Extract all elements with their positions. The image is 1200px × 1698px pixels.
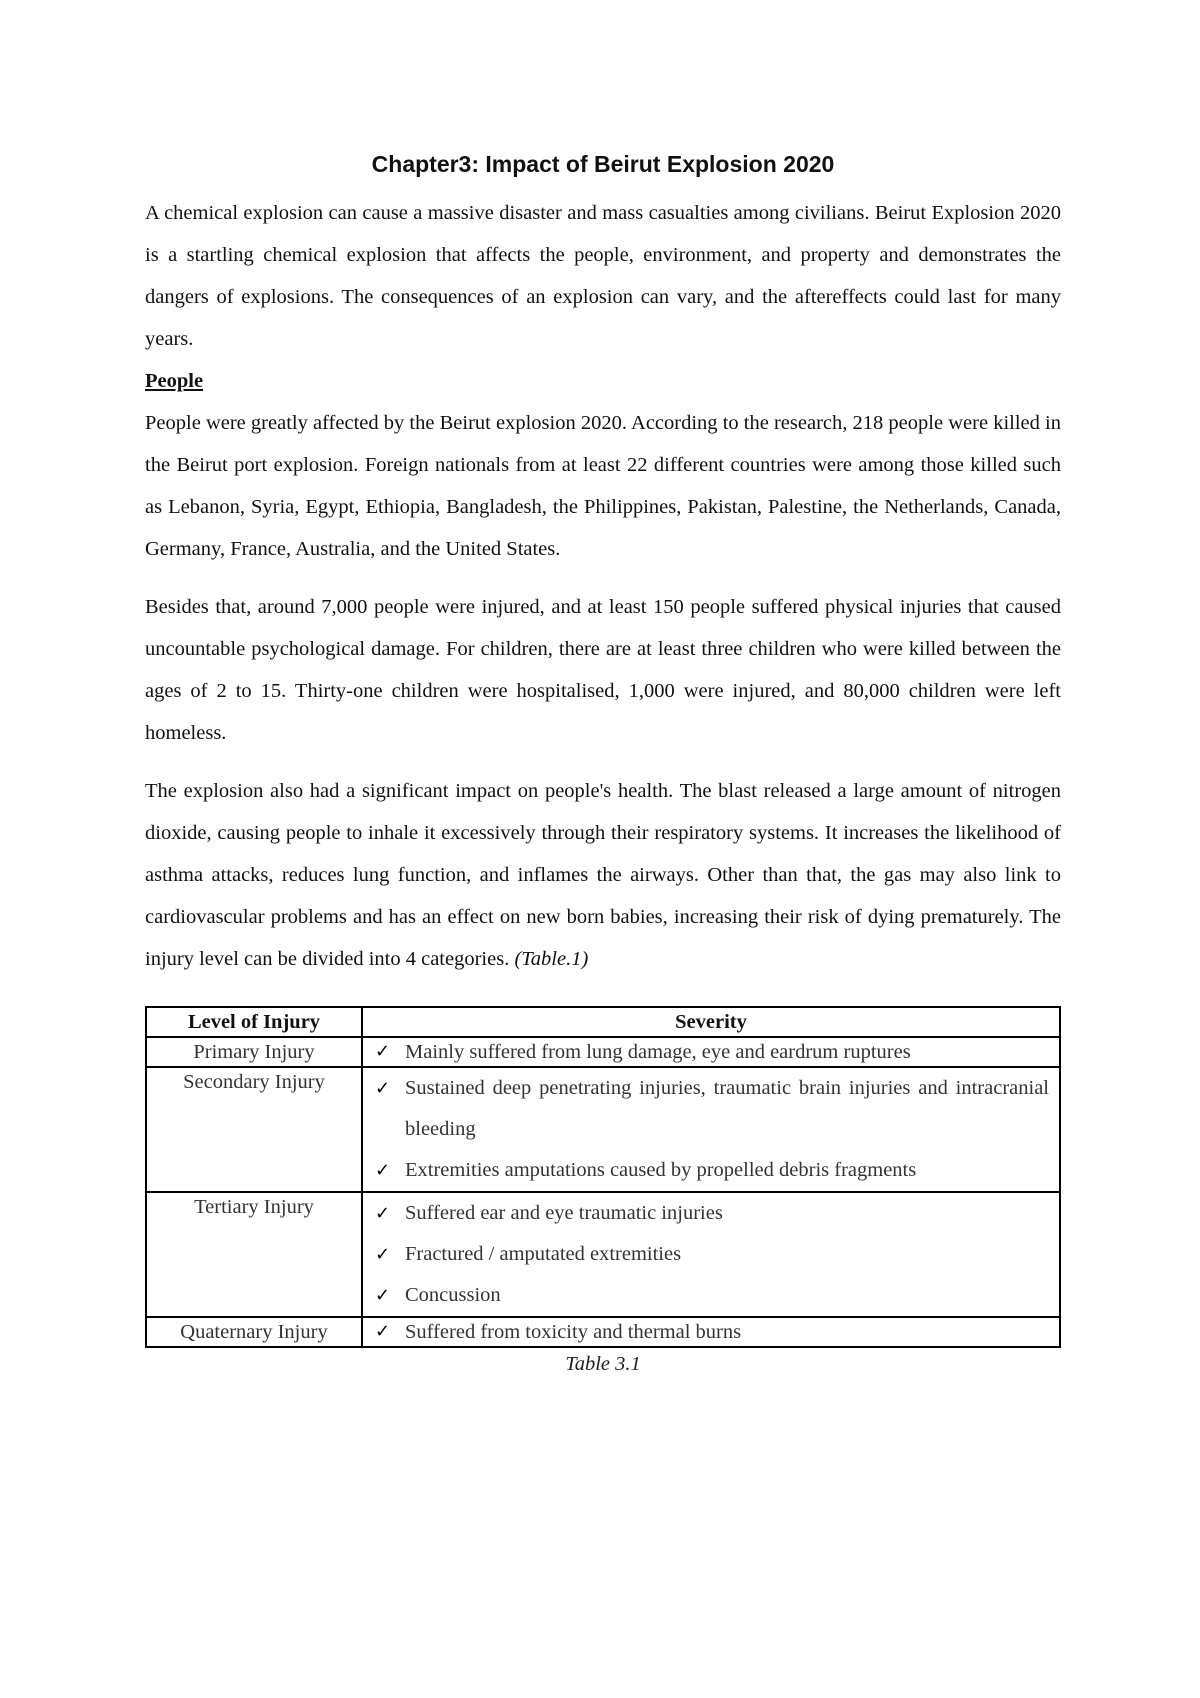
- checkmark-icon: ✓: [375, 1244, 391, 1265]
- injury-level-cell: Secondary Injury: [146, 1067, 362, 1192]
- table-row: [146, 1067, 1060, 1192]
- chapter-title: Chapter3: Impact of Beirut Explosion 2020: [371, 151, 835, 177]
- injury-level-cell: Tertiary Injury: [146, 1192, 362, 1317]
- severity-item-text: Suffered ear and eye traumatic injuries: [405, 1202, 723, 1224]
- people-paragraph-1: People were greatly affected by the Beirut explosion 2020. According to the research, 218 people were killed in the Beirut port explosion. Foreign nationals from at least 22 different countries were among those killed such as Lebanon, Syria, Egypt, Ethiopia, Bangladesh, the Philippines, Pakistan, Palestine, the Netherlands, Canada, Germany, France, Australia, and the United States.: [145, 412, 1061, 560]
- header-level-of-injury: Level of Injury: [146, 1007, 362, 1037]
- injury-level-table: [145, 1006, 1061, 1348]
- severity-item-text: Extremities amputations caused by propelled debris fragments: [405, 1159, 917, 1181]
- severity-item-text: Suffered from toxicity and thermal burns: [405, 1321, 742, 1343]
- checkmark-icon: ✓: [375, 1321, 391, 1342]
- severity-item: [375, 1318, 1049, 1346]
- checkmark-icon: ✓: [375, 1285, 391, 1306]
- severity-item: [375, 1150, 1049, 1191]
- table-row: [146, 1192, 1060, 1317]
- injury-level-cell: Quaternary Injury: [146, 1317, 362, 1347]
- checkmark-icon: ✓: [375, 1160, 391, 1181]
- checkmark-icon: ✓: [375, 1078, 391, 1099]
- severity-item-text: Fractured / amputated extremities: [405, 1243, 682, 1265]
- people-paragraph-2: Besides that, around 7,000 people were injured, and at least 150 people suffered physical injuries that caused uncountable psychological damage. For children, there are at least three children who were killed between the ages of 2 to 15. Thirty-one children were hospitalised, 1,000 were injured, and 80,000 children were left homeless.: [145, 596, 1061, 744]
- document-page: [145, 150, 1061, 1378]
- severity-item-text: Mainly suffered from lung damage, eye and eardrum ruptures: [405, 1041, 911, 1063]
- table-reference: (Table.1): [514, 948, 589, 970]
- severity-item: [375, 1068, 1049, 1150]
- checkmark-icon: ✓: [375, 1203, 391, 1224]
- table-header-row: [146, 1007, 1060, 1037]
- severity-item: [375, 1038, 1049, 1066]
- severity-item: [375, 1193, 1049, 1234]
- table-row: [146, 1037, 1060, 1067]
- severity-cell: [362, 1192, 1060, 1317]
- severity-item: [375, 1275, 1049, 1316]
- severity-cell: [362, 1317, 1060, 1347]
- people-paragraph-3-text: The explosion also had a significant impact on people's health. The blast released a large amount of nitrogen dioxide, causing people to inhale it excessively through their respiratory systems. It increases the likelihood of asthma attacks, reduces lung function, and inflames the airways. Other than that, the gas may also link to cardiovascular problems and has an effect on new born babies, increasing their risk of dying prematurely. The injury level can be divided into 4 categories.: [145, 780, 1061, 970]
- table-caption: Table 3.1: [565, 1353, 641, 1375]
- severity-item-text: Concussion: [405, 1284, 501, 1306]
- injury-level-cell: Primary Injury: [146, 1037, 362, 1067]
- checkmark-icon: ✓: [375, 1041, 391, 1062]
- people-paragraph-3: [145, 770, 1061, 980]
- header-severity: Severity: [362, 1007, 1060, 1037]
- severity-item-text: Sustained deep penetrating injuries, traumatic brain injuries and intracranial bleeding: [405, 1077, 1049, 1140]
- table-row: [146, 1317, 1060, 1347]
- intro-paragraph: A chemical explosion can cause a massive disaster and mass casualties among civilians. Beirut Explosion 2020 is a startling chemical explosion that affects the people, environment, and property and demonstrates the dangers of explosions. The consequences of an explosion can vary, and the aftereffects could last for many years.: [145, 202, 1061, 350]
- section-heading-people: People: [145, 370, 204, 392]
- severity-cell: [362, 1067, 1060, 1192]
- severity-item: [375, 1234, 1049, 1275]
- severity-cell: [362, 1037, 1060, 1067]
